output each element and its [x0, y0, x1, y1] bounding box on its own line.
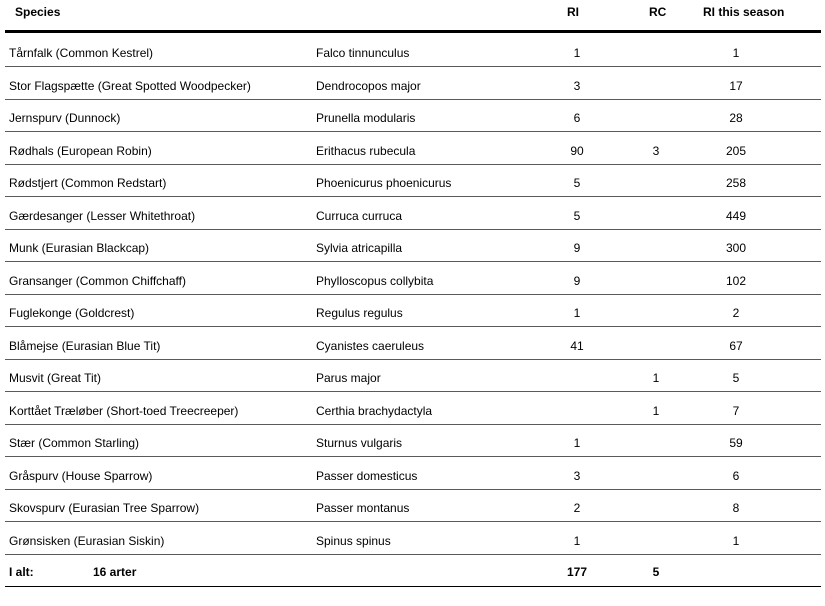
header-divider — [5, 30, 821, 33]
header-rc: RC — [649, 5, 667, 19]
table-row — [0, 198, 825, 230]
ri-season-cell: 7 — [732, 403, 740, 418]
table-row — [0, 360, 825, 392]
ri-cell: 5 — [573, 208, 581, 223]
latin-name-cell: Sylvia atricapilla — [316, 241, 403, 255]
latin-name-cell: Sturnus vulgaris — [316, 436, 403, 450]
species-cell: Gråspurv (House Sparrow) — [9, 468, 153, 483]
ri-cell: 1 — [573, 533, 581, 548]
species-cell: Munk (Eurasian Blackcap) — [9, 241, 150, 255]
table-row — [0, 133, 825, 165]
species-cell: Jernspurv (Dunnock) — [9, 111, 121, 125]
latin-name-cell: Spinus spinus — [316, 533, 391, 548]
table-row — [0, 35, 825, 67]
ri-cell: 1 — [573, 306, 581, 320]
species-cell: Skovspurv (Eurasian Tree Sparrow) — [9, 501, 200, 515]
table-row — [0, 230, 825, 262]
latin-name-cell: Passer domesticus — [316, 468, 418, 483]
table-row — [0, 490, 825, 522]
ri-season-cell: 6 — [732, 468, 740, 483]
total-row — [0, 555, 825, 587]
table-row — [0, 523, 825, 555]
ri-season-cell: 102 — [725, 273, 747, 288]
ri-season-cell: 300 — [725, 241, 747, 255]
ri-cell: 90 — [570, 143, 584, 158]
latin-name-cell: Certhia brachydactyla — [316, 403, 433, 418]
ri-season-cell: 59 — [729, 436, 743, 450]
ri-cell: 1 — [573, 436, 581, 450]
species-cell: Grønsisken (Eurasian Siskin) — [9, 533, 165, 548]
species-cell: Musvit (Great Tit) — [9, 371, 102, 385]
rc-cell: 3 — [652, 143, 660, 158]
header-ri-season: RI this season — [703, 5, 785, 19]
header-species: Species — [15, 5, 61, 19]
latin-name-cell: Phoenicurus phoenicurus — [316, 176, 452, 190]
ri-season-cell: 2 — [732, 306, 740, 320]
species-cell: Rødhals (European Robin) — [9, 143, 152, 158]
species-cell: Fuglekonge (Goldcrest) — [9, 306, 135, 320]
ri-cell: 5 — [573, 176, 581, 190]
total-ri: 177 — [566, 565, 588, 579]
species-cell: Stær (Common Starling) — [9, 436, 140, 450]
table-row — [0, 328, 825, 360]
ri-season-cell: 1 — [732, 46, 740, 60]
ri-season-cell: 67 — [729, 338, 743, 353]
latin-name-cell: Prunella modularis — [316, 111, 416, 125]
table-row — [0, 68, 825, 100]
table-row — [0, 458, 825, 490]
table-row — [0, 425, 825, 457]
ri-cell: 41 — [570, 338, 584, 353]
table-row — [0, 100, 825, 132]
rc-cell: 1 — [652, 403, 660, 418]
table-row — [0, 165, 825, 197]
rc-cell: 1 — [652, 371, 660, 385]
ri-cell: 2 — [573, 501, 581, 515]
ri-cell: 3 — [573, 78, 581, 93]
ri-season-cell: 28 — [729, 111, 743, 125]
latin-name-cell: Phylloscopus collybita — [316, 273, 434, 288]
latin-name-cell: Regulus regulus — [316, 306, 403, 320]
ri-cell: 9 — [573, 241, 581, 255]
latin-name-cell: Falco tinnunculus — [316, 46, 410, 60]
total-label: I alt: — [9, 565, 34, 579]
species-cell: Blåmejse (Eurasian Blue Tit) — [9, 338, 161, 353]
total-divider — [5, 586, 821, 587]
ri-cell: 1 — [573, 46, 581, 60]
ri-season-cell: 5 — [732, 371, 740, 385]
ri-cell: 3 — [573, 468, 581, 483]
species-cell: Rødstjert (Common Redstart) — [9, 176, 167, 190]
ri-season-cell: 1 — [732, 533, 740, 548]
latin-name-cell: Erithacus rubecula — [316, 143, 416, 158]
species-cell: Gærdesanger (Lesser Whitethroat) — [9, 208, 196, 223]
ri-season-cell: 258 — [725, 176, 747, 190]
species-cell: Tårnfalk (Common Kestrel) — [9, 46, 154, 60]
ri-season-cell: 205 — [725, 143, 747, 158]
ri-season-cell: 17 — [729, 78, 743, 93]
ri-cell: 6 — [573, 111, 581, 125]
latin-name-cell: Parus major — [316, 371, 381, 385]
ri-season-cell: 8 — [732, 501, 740, 515]
ri-cell: 9 — [573, 273, 581, 288]
table-row — [0, 393, 825, 425]
species-cell: Stor Flagspætte (Great Spotted Woodpecker) — [9, 78, 251, 93]
latin-name-cell: Dendrocopos major — [316, 78, 421, 93]
latin-name-cell: Curruca curruca — [316, 208, 403, 223]
species-cell: Korttået Træløber (Short-toed Treecreeper) — [9, 403, 239, 418]
total-rc: 5 — [652, 565, 660, 579]
table-row — [0, 263, 825, 295]
latin-name-cell: Passer montanus — [316, 501, 410, 515]
species-cell: Gransanger (Common Chiffchaff) — [9, 273, 186, 288]
header-ri: RI — [567, 5, 579, 19]
latin-name-cell: Cyanistes caeruleus — [316, 338, 425, 353]
total-species-count: 16 arter — [93, 565, 137, 579]
table-header — [0, 0, 825, 30]
ri-season-cell: 449 — [725, 208, 747, 223]
table-row — [0, 295, 825, 327]
